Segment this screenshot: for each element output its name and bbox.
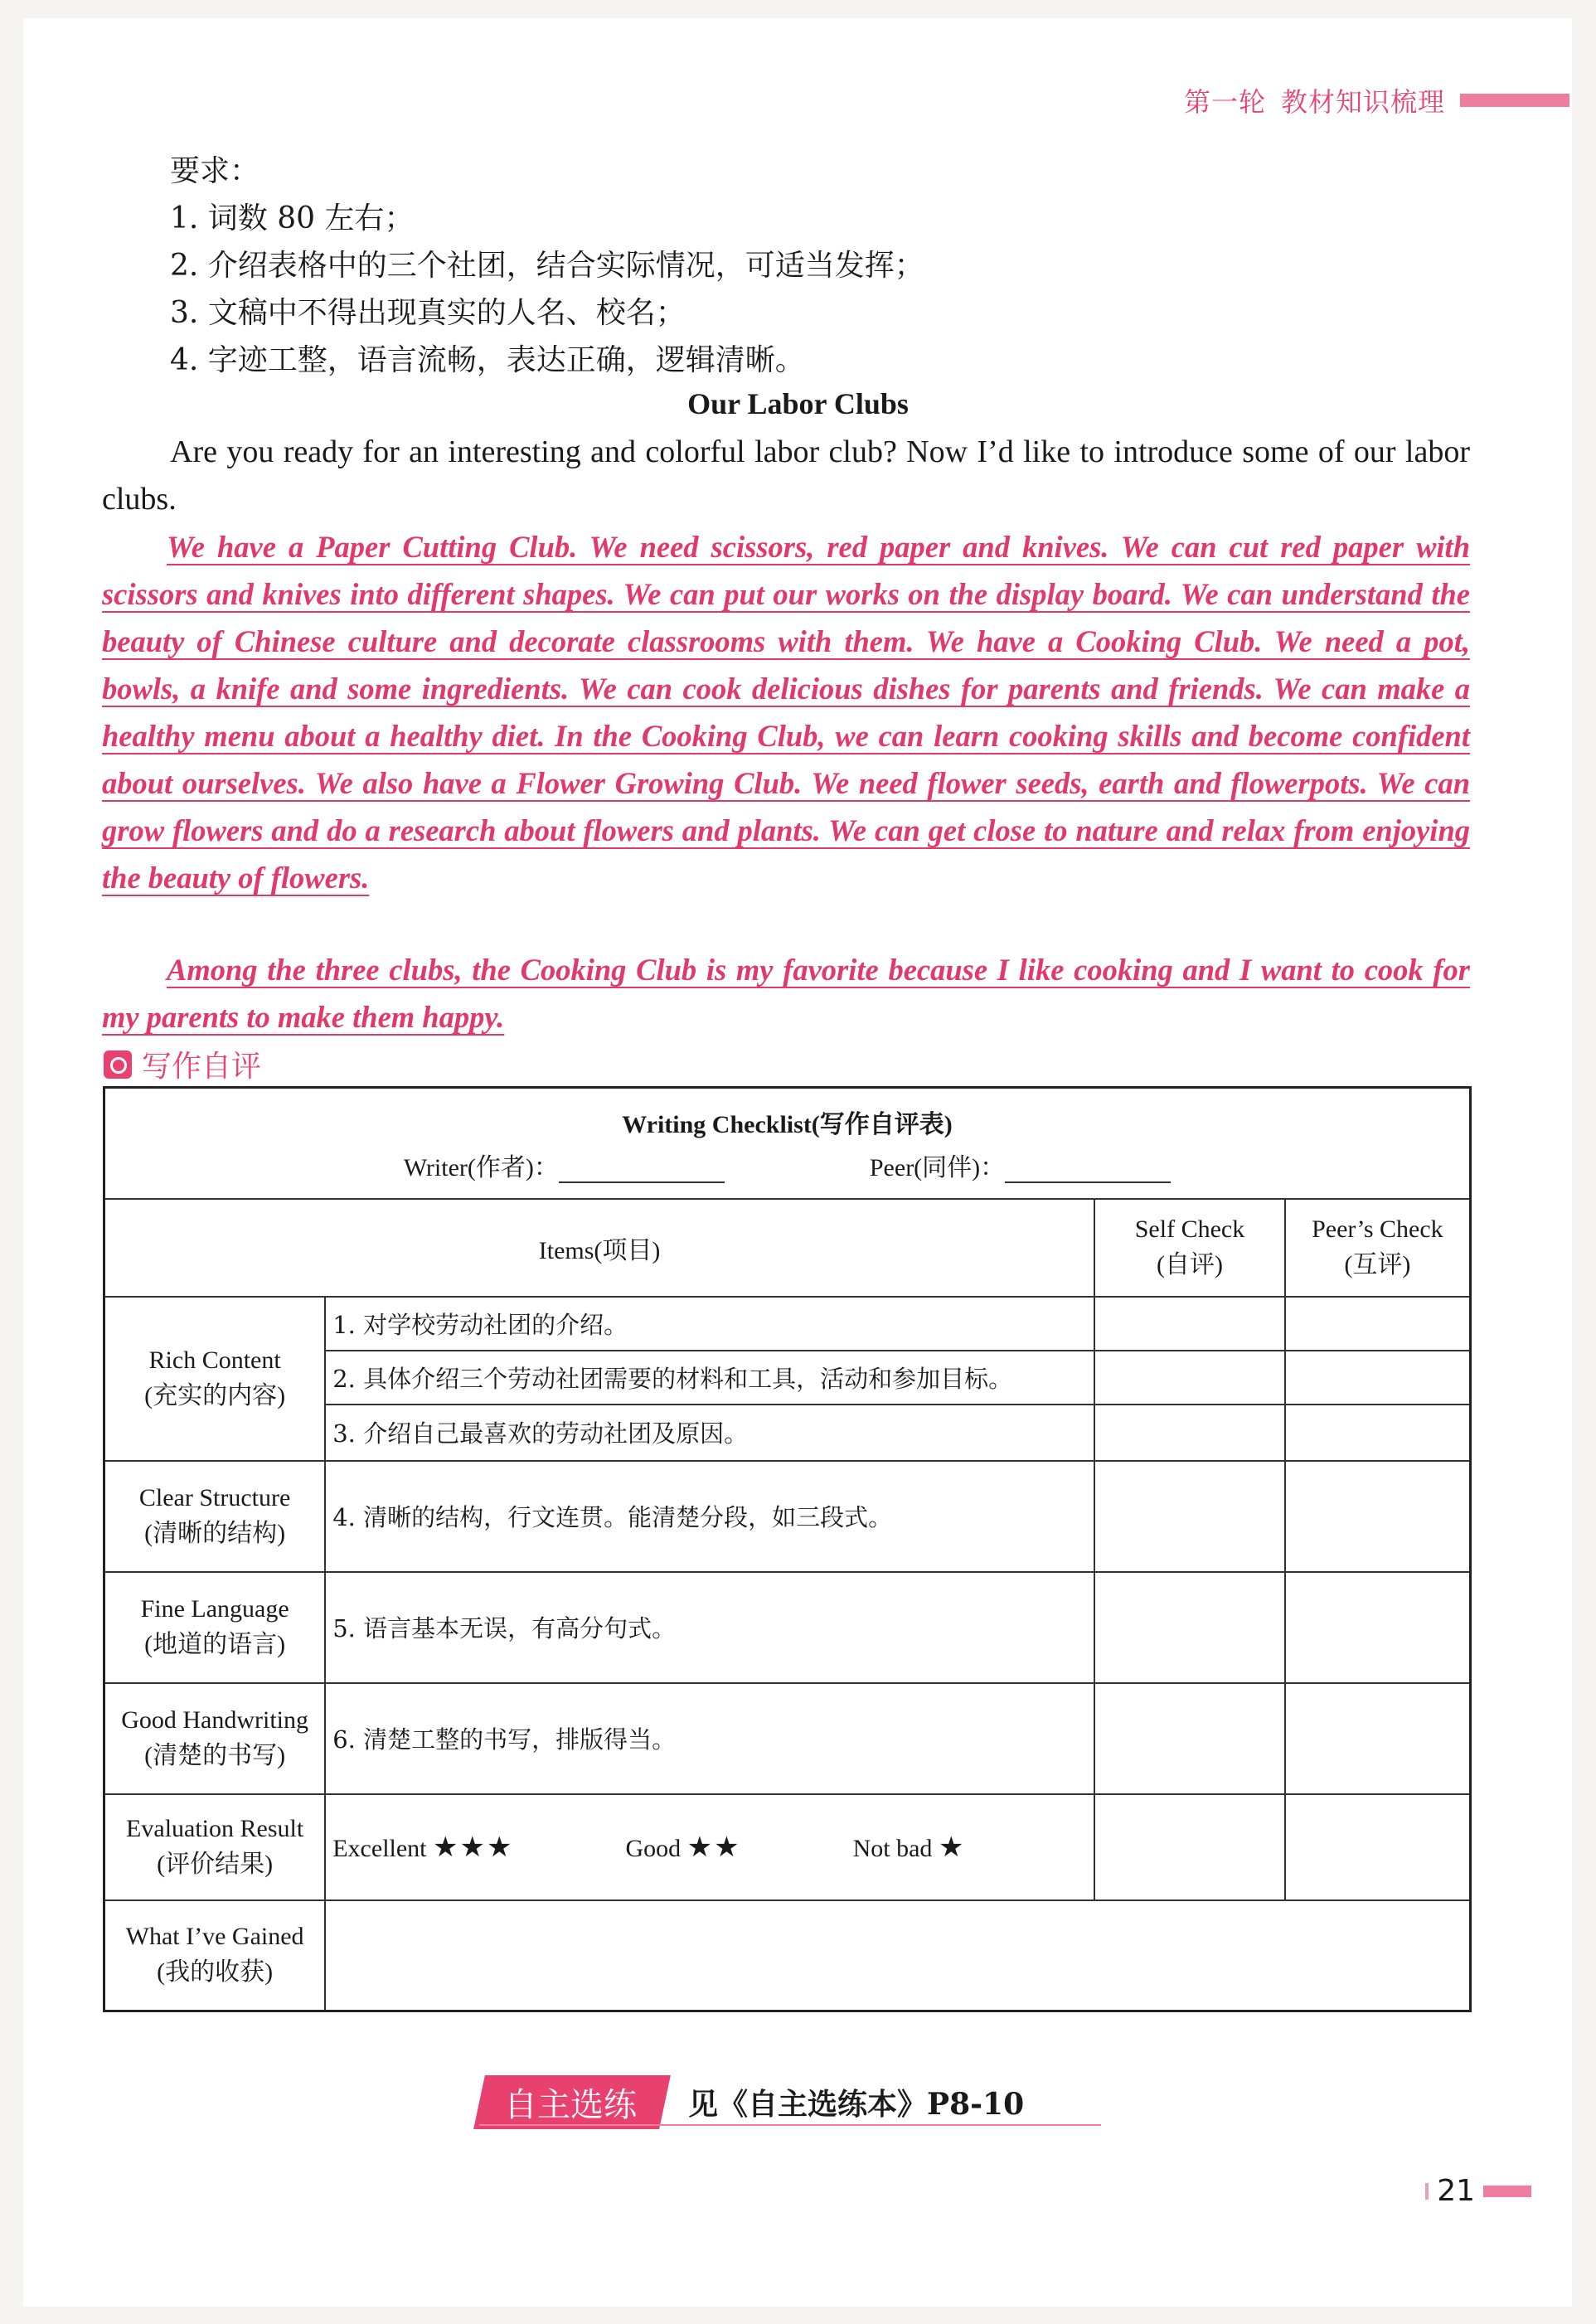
category-cn: (充实的内容) [144,1381,286,1409]
essay-intro: Are you ready for an interesting and colorful labor club? Now I’d like to introduce some of our labor clubs. [102,434,1470,517]
essay-title: Our Labor Clubs [687,387,909,420]
practice-ref-text: 见《自主选练本》P8-10 [688,2087,1025,2122]
checklist-item: 6. 清楚工整的书写，排版得当。 [325,1683,1094,1794]
evaluation-result-label [104,1794,326,1900]
peer-blank[interactable] [1005,1163,1171,1183]
checklist-item: 3. 介绍自己最喜欢的劳动社团及原因。 [325,1405,1094,1461]
badge-label: 自主选练 [504,2086,637,2124]
checklist-item: 2. 具体介绍三个劳动社团需要的材料和工具，活动和参加目标。 [325,1351,1094,1405]
peer-label: Peer(同伴)： [869,1153,1006,1181]
writer-blank[interactable] [559,1163,725,1183]
rating-good[interactable] [625,1832,741,1863]
checklist-item: 5. 语言基本无误，有高分句式。 [325,1572,1094,1683]
header-subtitle: 教材知识梳理 [1280,86,1445,118]
category-en: Rich Content [148,1346,281,1374]
self-check-cell[interactable] [1094,1461,1285,1572]
requirement-item: 2. 介绍表格中的三个社团，结合实际情况，可适当发挥； [170,249,924,283]
category-clear-structure [104,1461,326,1572]
writer-label: Writer(作者)： [403,1153,559,1181]
header-decor-bar [1460,94,1569,107]
requirement-item: 4. 字迹工整，语言流畅，表达正确，逻辑清晰。 [170,343,805,377]
page-number [1425,2174,1531,2208]
self-eval-heading [104,1043,261,1085]
star-icon: ★★★ [433,1832,514,1863]
star-icon: ★ [938,1832,966,1863]
answer-text: We have a Paper Cutting Club. We need scissors, red paper and knives. We can cut red paper with scissors and knives into different shapes. We can put our works on the display board. We can understand the beauty of Chinese culture and decorate classrooms with them. We have a Cooking Club. We need a pot, bowls, a knife and some ingredients. We can cook delicious dishes for parents and friends. We can make a healthy menu about a healthy diet. In the Cooking Club, we can learn cooking skills and become confident about ourselves. We also have a Flower Growing Club. We need flower seeds, earth and flowerpots. We can grow flowers and do a research about flowers and plants. We can get close to nature and relax from enjoying the beauty of flowers. [102,530,1470,895]
self-check-cell[interactable] [1094,1572,1285,1683]
category-en: Clear Structure [138,1483,291,1511]
category-cn: (地道的语言) [144,1630,286,1658]
page-number-bar [1483,2186,1531,2197]
rating-label: Excellent [332,1834,427,1862]
gained-cn: (我的收获) [157,1958,274,1987]
eval-cn: (评价结果) [157,1850,274,1878]
self-check-cell[interactable] [1094,1351,1285,1405]
peer-check-cell[interactable] [1285,1572,1471,1683]
category-rich-content [104,1297,326,1461]
category-fine-language [104,1572,326,1683]
peer-check-cell[interactable] [1285,1351,1471,1405]
category-good-handwriting [104,1683,326,1794]
peer-check-cell[interactable] [1285,1405,1471,1461]
checklist-item: 1. 对学校劳动社团的介绍。 [325,1297,1094,1351]
footer-underline [479,2124,1101,2126]
self-check-cell[interactable] [1094,1794,1285,1900]
category-cn: (清晰的结构) [144,1519,286,1547]
writing-checklist-table [103,1086,1472,2012]
gained-en: What I’ve Gained [125,1923,304,1951]
items-header: Items(项目) [104,1199,1095,1297]
peer-check-cell[interactable] [1285,1297,1471,1351]
checklist-title: Writing Checklist(写作自评表) [622,1110,953,1138]
rating-label: Good [625,1834,682,1862]
running-header [1184,81,1569,119]
requirement-item: 3. 文稿中不得出现真实的人名、校名； [170,296,686,330]
peer-check-header [1285,1199,1471,1297]
requirement-item: 1. 词数 80 左右； [170,201,415,235]
sample-answer-paragraph-1 [102,523,1470,901]
answer-text: Among the three clubs, the Cooking Club is my favorite because I like cooking and I want to cook for my parents to make them happy. [102,953,1470,1034]
category-cn: (清楚的书写) [144,1741,286,1769]
self-check-cn: (自评) [1157,1250,1223,1278]
star-icon: ★★ [686,1832,741,1863]
category-en: Fine Language [140,1594,289,1623]
category-en: Good Handwriting [121,1705,309,1734]
peer-check-cell[interactable] [1285,1794,1471,1900]
self-check-cell[interactable] [1094,1297,1285,1351]
gained-label [104,1900,326,2011]
checklist-header-cell [104,1088,1471,1199]
eval-en: Evaluation Result [126,1814,304,1842]
checklist-item: 4. 清晰的结构，行文连贯。能清楚分段，如三段式。 [325,1461,1094,1572]
rating-label: Not bad [852,1834,933,1862]
peer-check-cell[interactable] [1285,1461,1471,1572]
peer-check-en: Peer’s Check [1312,1215,1443,1243]
sample-answer-paragraph-2 [102,946,1470,1041]
gained-answer-cell[interactable] [325,1900,1470,2011]
peer-check-cn: (互评) [1344,1250,1411,1278]
requirements-heading: 要求： [170,154,260,188]
self-eval-label: 写作自评 [142,1050,262,1084]
page-number-tick [1425,2183,1429,2200]
magnifier-icon [104,1050,132,1079]
self-check-en: Self Check [1134,1215,1245,1243]
practice-reference [479,2075,1024,2129]
header-section: 第一轮 [1183,86,1266,118]
rating-options [325,1794,1094,1900]
self-check-cell[interactable] [1094,1683,1285,1794]
peer-check-cell[interactable] [1285,1683,1471,1794]
self-check-cell[interactable] [1094,1405,1285,1461]
rating-not-bad[interactable] [852,1832,966,1863]
practice-badge [473,2075,671,2129]
page-number-text: 21 [1437,2174,1475,2208]
rating-excellent[interactable] [332,1832,514,1863]
self-check-header [1094,1199,1285,1297]
